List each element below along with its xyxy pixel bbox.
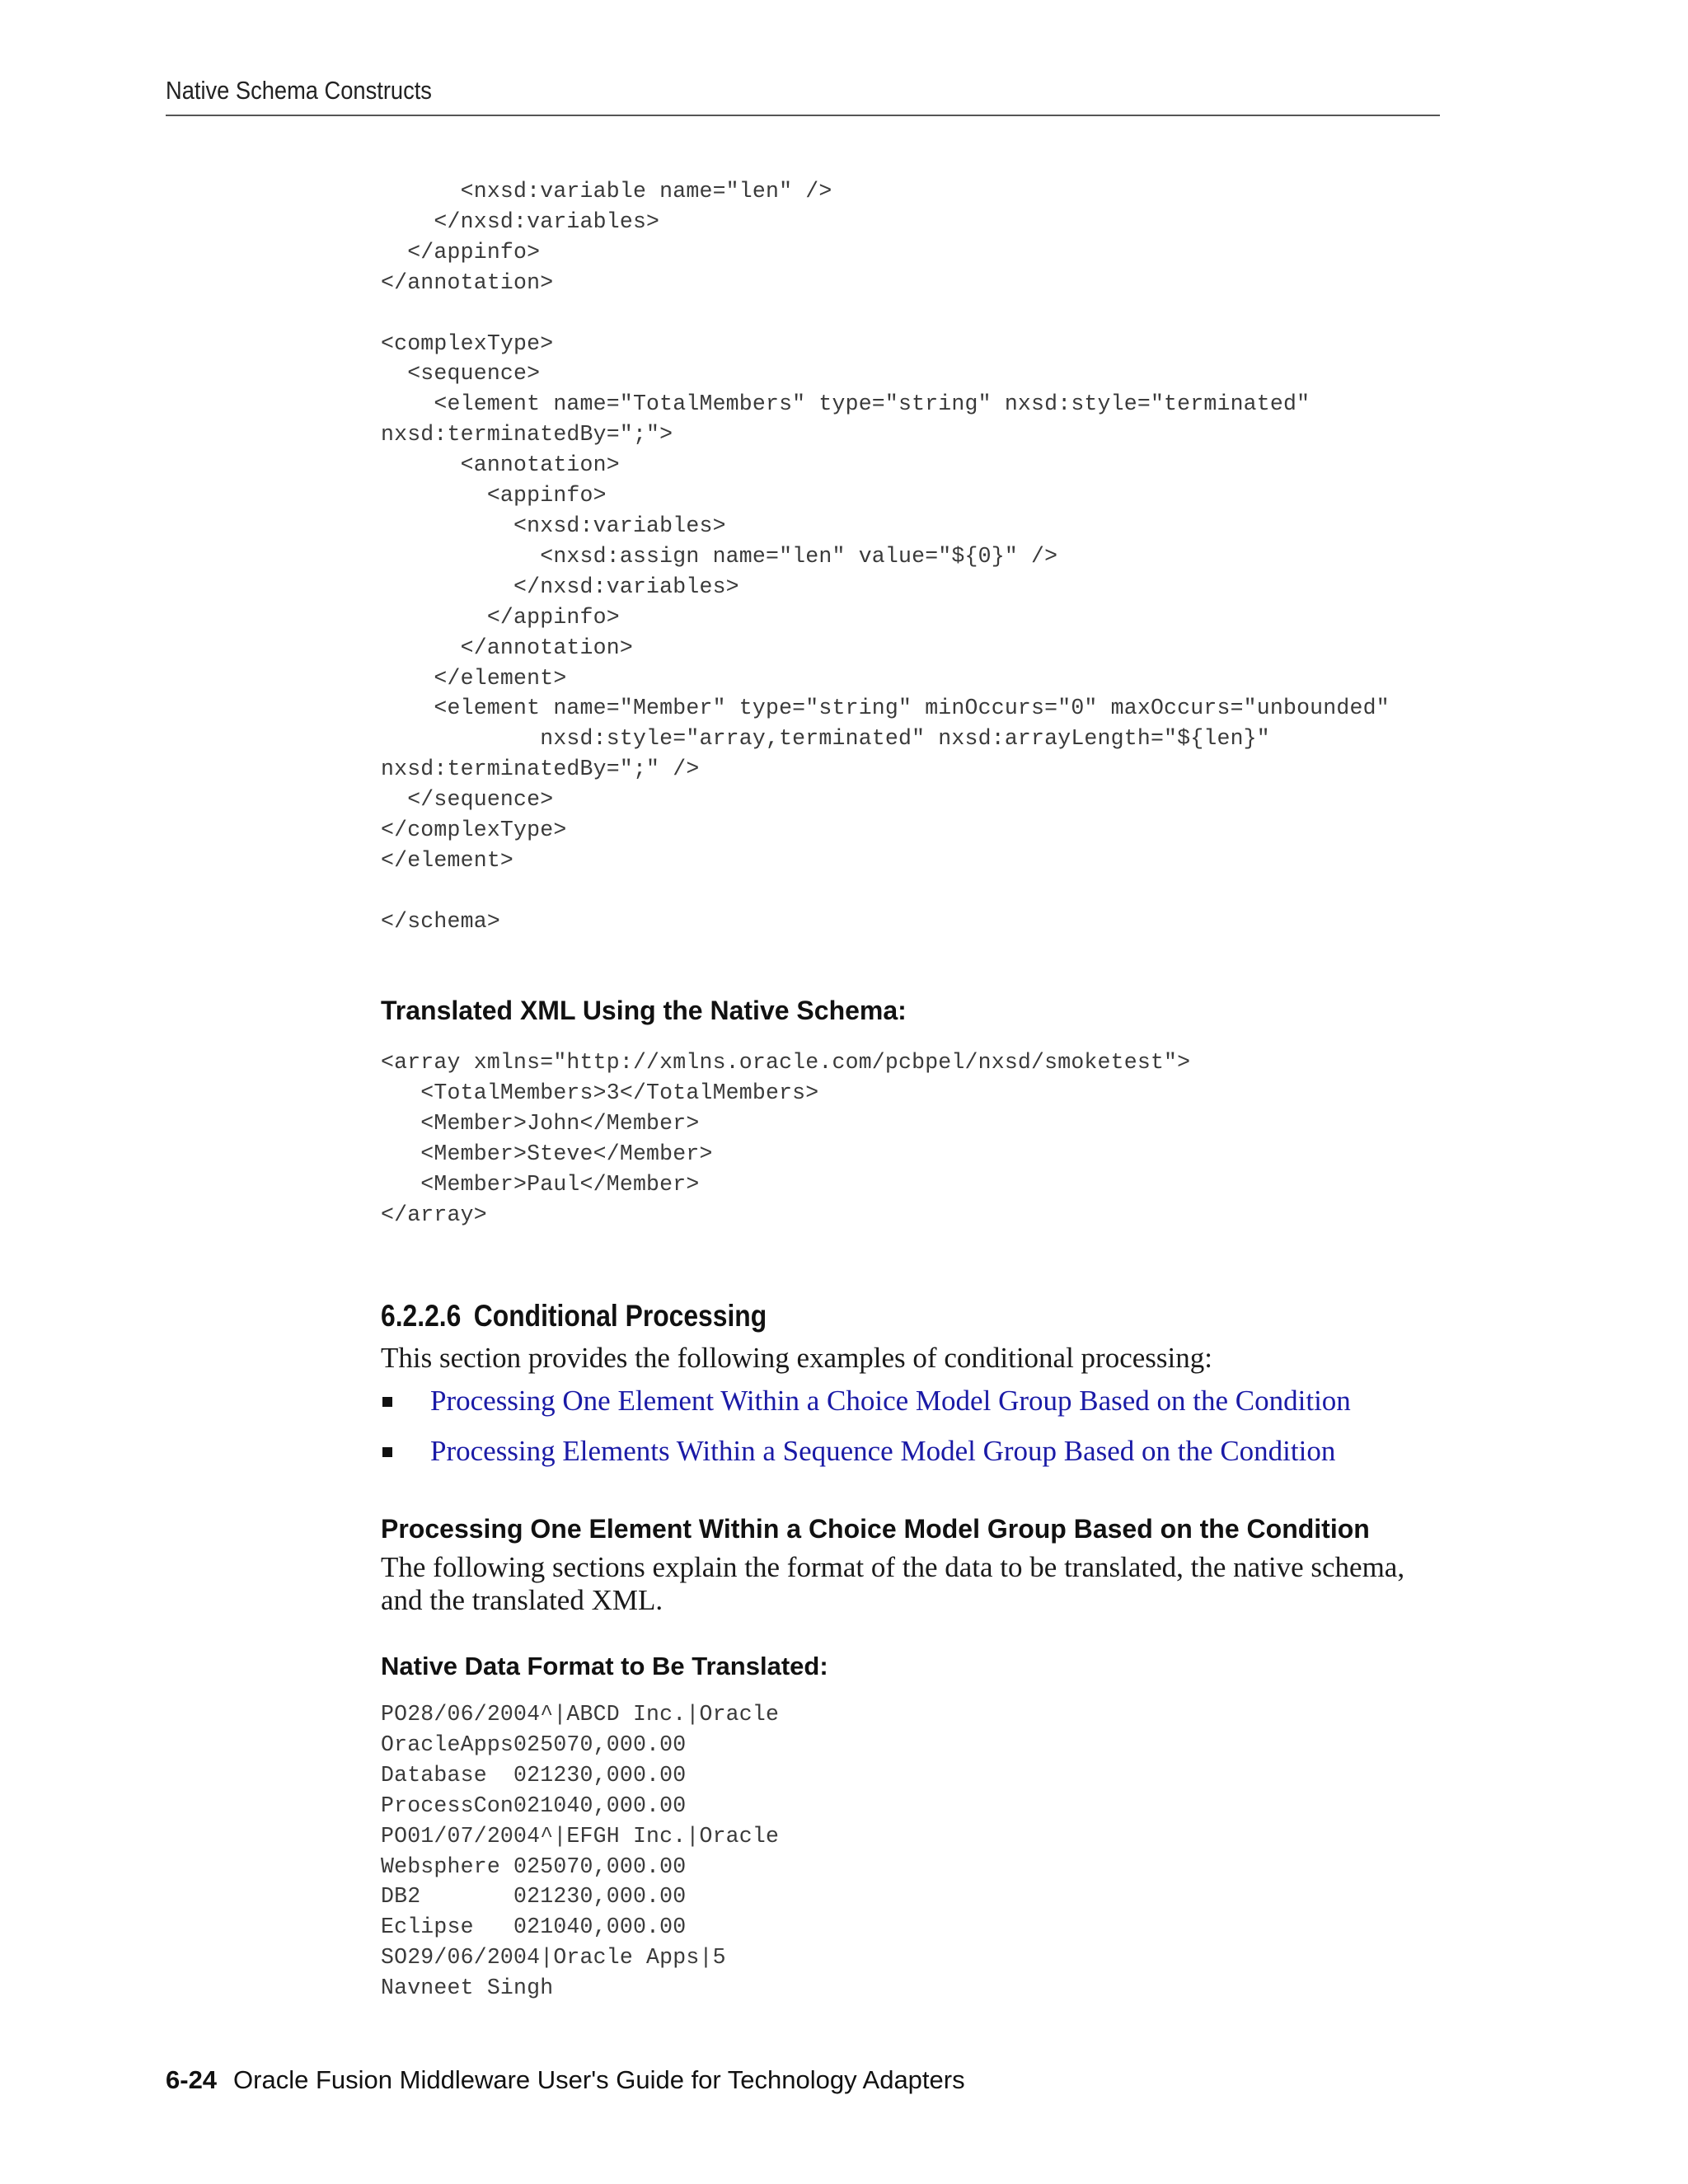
- choice-group-paragraph: The following sections explain the format of the data to be translated, the native schema, and the translated XML.: [381, 1551, 1405, 1616]
- translated-xml-heading: Translated XML Using the Native Schema:: [381, 996, 907, 1025]
- bullet-icon: [382, 1397, 392, 1407]
- page-footer: [166, 2065, 965, 2095]
- code-block-native-data: PO28/06/2004^|ABCD Inc.|Oracle OracleApps025070,000.00 Database 021230,000.00 ProcessCon021040,000.00 PO01/07/2004^|EFGH Inc.|Oracle Websphere 025070,000.00 DB2 021230,000.00 Eclipse 021040,000.00 SO29/06/2004|Oracle Apps|5 Navneet Singh: [381, 1702, 780, 2001]
- intro-paragraph: This section provides the following examples of conditional processing:: [381, 1342, 1212, 1374]
- book-title: Oracle Fusion Middleware User's Guide for Technology Adapters: [233, 2065, 965, 2094]
- bullet-icon: [382, 1447, 392, 1457]
- section-heading: [381, 1299, 767, 1333]
- choice-group-heading: Processing One Element Within a Choice Model Group Based on the Condition: [381, 1514, 1370, 1544]
- section-number: 6.2.2.6: [381, 1299, 462, 1333]
- code-block-schema: <nxsd:variable name="len" /> </nxsd:variables> </appinfo> </annotation> <complexType> <sequence> <element name="TotalMembers" type="string" nxsd:style="terminated" nxsd:terminatedBy=";"> <annotation> <appinfo> <nxsd:variables> <nxsd:assign name="len" value="${0}" /> </nxsd:variables> </appinfo> </annotation> </element> <element name="Member" type="string" minOccurs="0" maxOccurs="unbounded" nxsd:style="array,terminated" nxsd:arrayLength="${len}" nxsd:terminatedBy=";" /> </sequence> </complexType> </element> </schema>: [381, 179, 1390, 934]
- native-data-heading: Native Data Format to Be Translated:: [381, 1652, 828, 1680]
- header-divider: [166, 115, 1440, 116]
- code-block-translated-xml: <array xmlns="http://xmlns.oracle.com/pcbpel/nxsd/smoketest"> <TotalMembers>3</TotalMembers> <Member>John</Member> <Member>Steve</Member> <Member>Paul</Member> </array>: [381, 1050, 1191, 1227]
- page-number: 6-24: [166, 2065, 218, 2094]
- link-sequence-model-group[interactable]: Processing Elements Within a Sequence Model Group Based on the Condition: [430, 1435, 1336, 1467]
- link-choice-model-group[interactable]: Processing One Element Within a Choice Model Group Based on the Condition: [430, 1385, 1351, 1417]
- running-header: Native Schema Constructs: [166, 76, 432, 105]
- section-title: Conditional Processing: [473, 1299, 767, 1333]
